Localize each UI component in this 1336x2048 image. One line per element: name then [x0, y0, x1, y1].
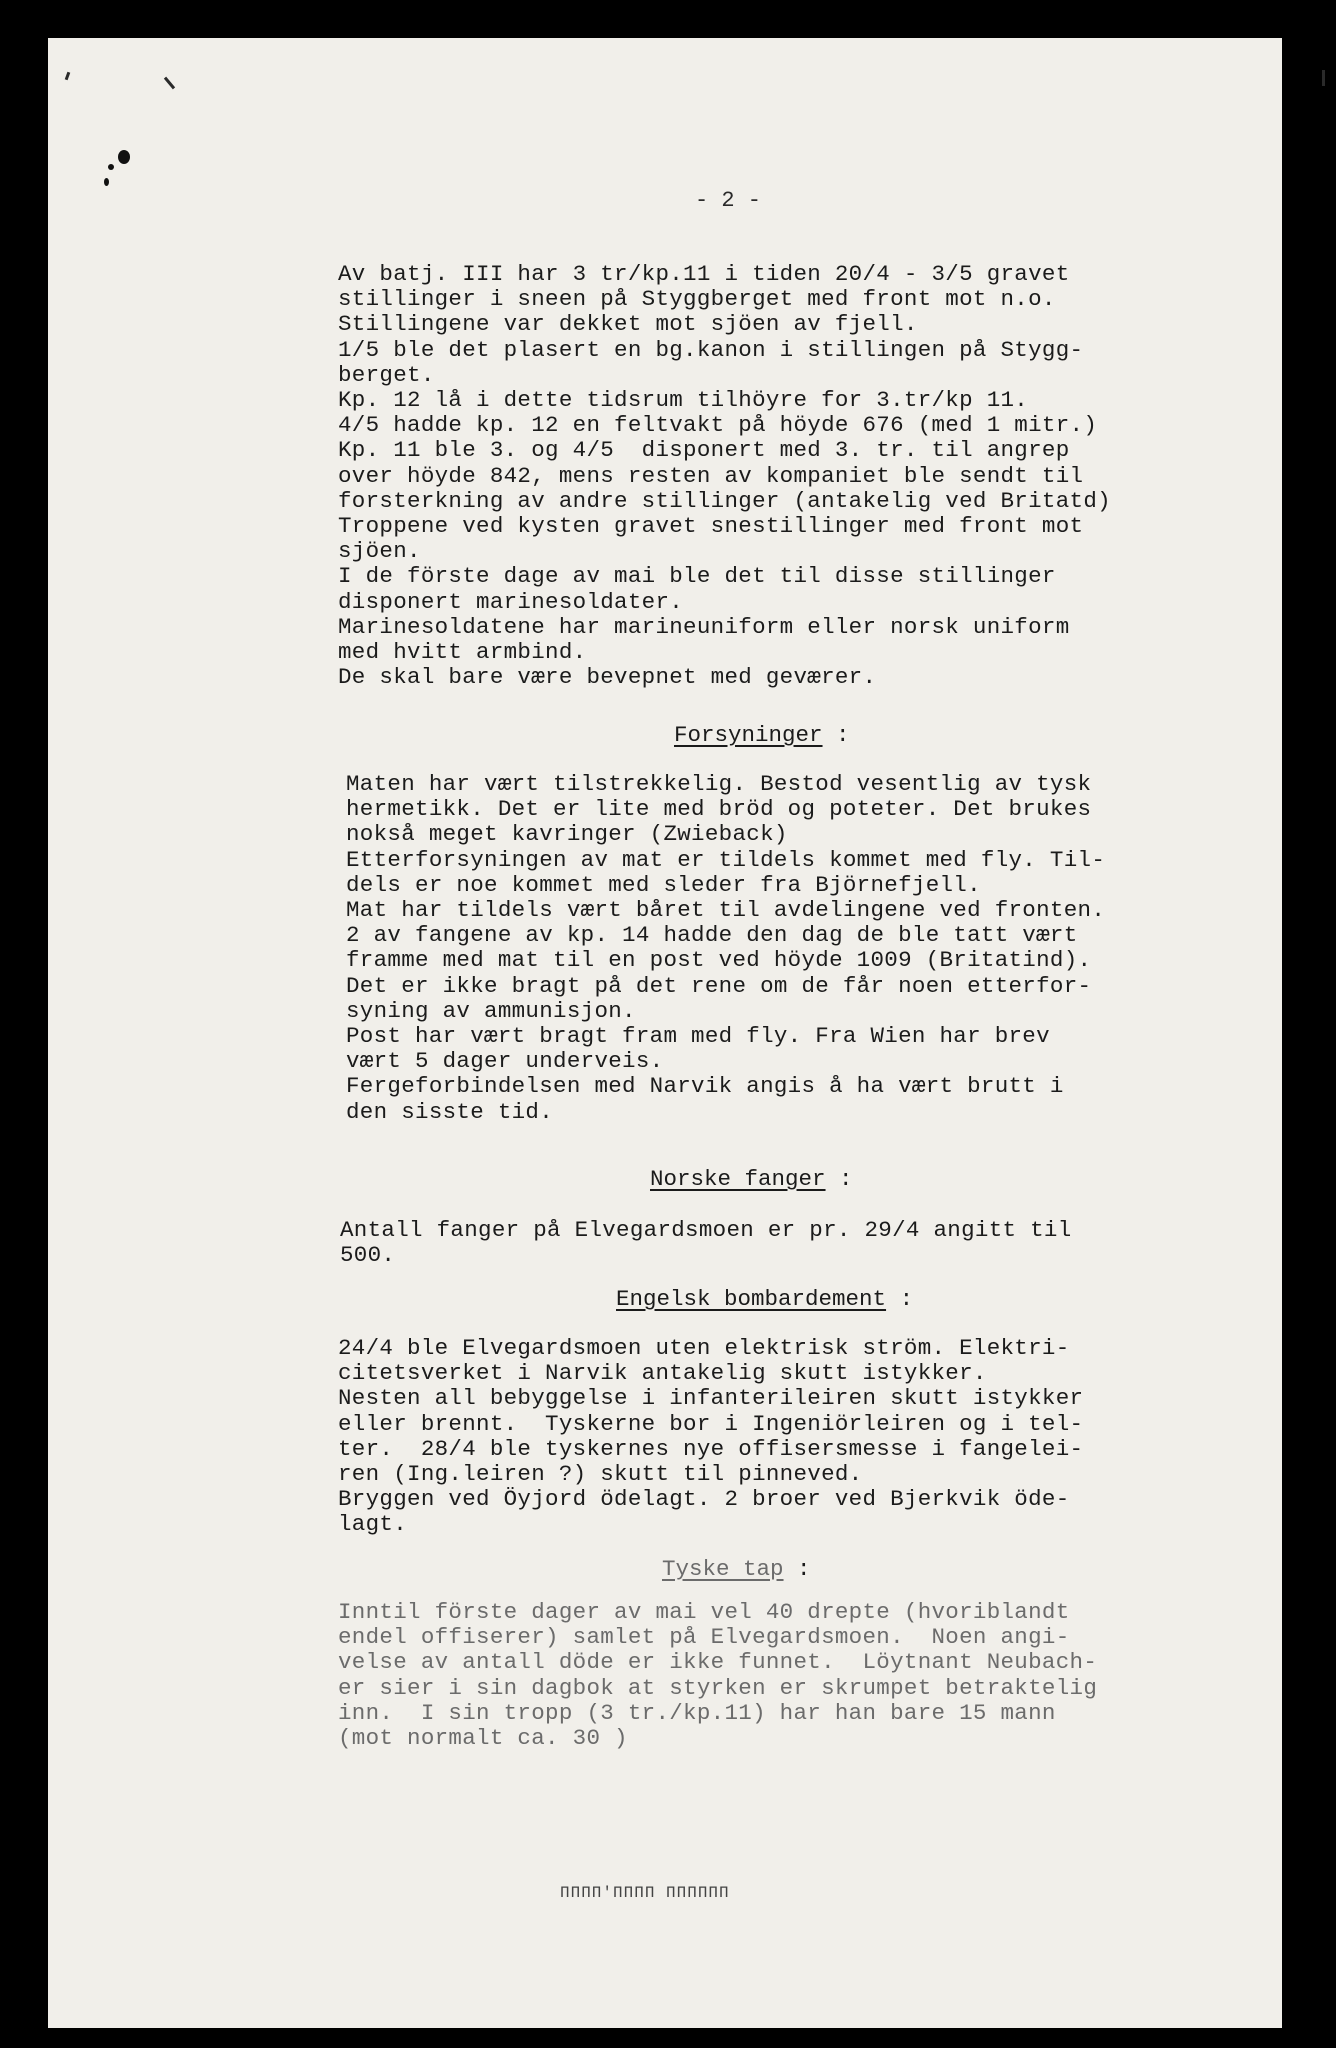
text-line: Etterforsyningen av mat er tildels kommet med fly. Til- [346, 846, 1106, 873]
heading-text: Tyske tap [662, 1556, 784, 1582]
heading-text: Norske fanger [650, 1166, 826, 1192]
text-line: Bryggen ved Öyjord ödelagt. 2 broer ved Bjerkvik öde- [338, 1486, 1070, 1513]
text-line: Marinesoldatene har marineuniform eller norsk uniform [338, 613, 1070, 640]
text-line: dels er noe kommet med sleder fra Björnefjell. [346, 871, 981, 898]
text-line: Kp. 12 lå i dette tidsrum tilhöyre for 3.tr/kp 11. [338, 387, 1029, 414]
text-line: sjöen. [338, 538, 421, 565]
text-line: velse av antall döde er ikke funnet. Löytnant Neubach- [338, 1649, 1098, 1676]
text-line: Post har vært bragt fram med fly. Fra Wien har brev [346, 1023, 1050, 1050]
tyske-tap-paragraph [338, 1600, 1238, 1751]
text-line: syning av ammunisjon. [346, 997, 636, 1024]
punch-marks [100, 140, 140, 200]
bombardement-paragraph [338, 1336, 1238, 1538]
heading-colon: : [836, 722, 850, 748]
text-line: Antall fanger på Elvegardsmoen er pr. 29/4 angitt til [340, 1217, 1072, 1243]
text-line: eller brennt. Tyskerne bor i Ingeniörleiren og i tel- [338, 1410, 1084, 1437]
text-line: Mat har tildels vært båret til avdelingene ved fronten. [346, 897, 1106, 924]
section-heading-forsyninger [674, 722, 850, 748]
heading-text: Forsyninger [674, 722, 823, 748]
text-line: (mot normalt ca. 30 ) [338, 1725, 628, 1752]
intro-paragraph [338, 262, 1238, 690]
heading-colon: : [899, 1286, 914, 1312]
section-heading-bombardement [616, 1286, 913, 1312]
text-line: endel offiserer) samlet på Elvegardsmoen. Noen angi- [338, 1624, 1070, 1651]
heading-colon: : [839, 1166, 853, 1192]
text-line: hermetikk. Det er lite med bröd og poteter. Det brukes [346, 796, 1092, 823]
text-line: Nesten all bebyggelse i infanterileiren skutt istykker [338, 1385, 1084, 1412]
text-line: ter. 28/4 ble tyskernes nye offisersmesse i fangelei- [338, 1435, 1084, 1462]
text-line: De skal bare være bevepnet med geværer. [338, 664, 877, 691]
text-line: vært 5 dager underveis. [346, 1048, 664, 1075]
norske-fanger-paragraph [340, 1218, 1240, 1268]
text-line: berget. [338, 361, 435, 388]
ink-mark [1322, 70, 1325, 86]
heading-text: Engelsk bombardement [616, 1286, 887, 1312]
text-line: Det er ikke bragt på det rene om de får noen etterfor- [346, 972, 1092, 999]
archive-code: ΠΠΠΠ'ΠΠΠΠ ΠΠΠΠΠΠ [560, 1884, 730, 1902]
text-line: over höyde 842, mens resten av kompaniet ble sendt til [338, 462, 1084, 489]
text-line: Kp. 11 ble 3. og 4/5 disponert med 3. tr. til angrep [338, 437, 1070, 464]
section-heading-tyske-tap [662, 1556, 811, 1582]
text-line: citetsverket i Narvik antakelig skutt istykker. [338, 1360, 987, 1387]
text-line: Troppene ved kysten gravet snestillinger med front mot [338, 513, 1084, 540]
text-line: er sier i sin dagbok at styrken er skrumpet betraktelig [338, 1674, 1098, 1701]
text-line: Maten har vært tilstrekkelig. Bestod vesentlig av tysk [346, 771, 1092, 797]
text-line: I de förste dage av mai ble det til disse stillinger [338, 563, 1056, 590]
text-line: den sisste tid. [346, 1098, 554, 1125]
text-line: stillinger i sneen på Styggberget med front mot n.o. [338, 286, 1056, 313]
text-line: framme med mat til en post ved höyde 1009 (Britatind). [346, 947, 1092, 974]
text-line: forsterkning av andre stillinger (antakelig ved Britatd) [338, 487, 1111, 514]
text-line: Inntil förste dager av mai vel 40 drepte (hvoriblandt [338, 1599, 1070, 1625]
text-line: 2 av fangene av kp. 14 hadde den dag de ble tatt vært [346, 922, 1078, 949]
text-line: 4/5 hadde kp. 12 en feltvakt på höyde 676 (med 1 mitr.) [338, 412, 1098, 439]
heading-colon: : [797, 1556, 811, 1582]
section-heading-norske-fanger [650, 1166, 853, 1192]
text-line: nokså meget kavringer (Zwieback) [346, 821, 788, 848]
text-line: inn. I sin tropp (3 tr./kp.11) har han bare 15 mann [338, 1699, 1056, 1726]
page-number: - 2 - [695, 188, 762, 213]
text-line: med hvitt armbind. [338, 639, 587, 666]
text-line: 24/4 ble Elvegardsmoen uten elektrisk ström. Elektri- [338, 1335, 1070, 1361]
text-line: Fergeforbindelsen med Narvik angis å ha vært brutt i [346, 1073, 1064, 1100]
text-line: Av batj. III har 3 tr/kp.11 i tiden 20/4 - 3/5 gravet [338, 261, 1070, 287]
text-line: 500. [340, 1242, 396, 1269]
text-line: Stillingene var dekket mot sjöen av fjell. [338, 311, 918, 338]
text-line: 1/5 ble det plasert en bg.kanon i stillingen på Stygg- [338, 336, 1084, 363]
text-line: ren (Ing.leiren ?) skutt til pinneved. [338, 1461, 863, 1488]
text-line: lagt. [338, 1511, 408, 1538]
forsyninger-paragraph [346, 772, 1246, 1125]
text-line: disponert marinesoldater. [338, 588, 684, 615]
